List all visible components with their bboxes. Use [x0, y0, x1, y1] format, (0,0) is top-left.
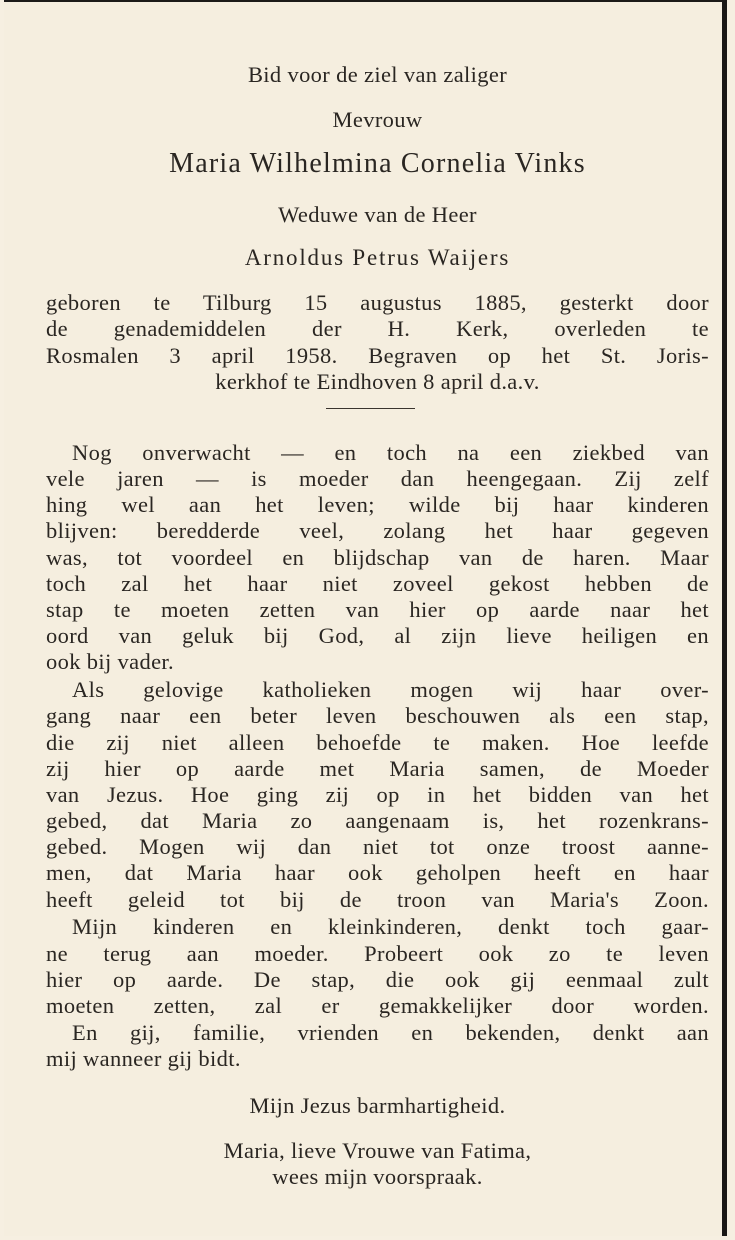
text-line: Nog onverwacht — en toch na een ziekbed van [72, 440, 709, 465]
text-line: van Jezus. Hoe ging zij op in het bidden van het [46, 782, 709, 807]
text-line: men, dat Maria haar ook geholpen heeft en haar [46, 860, 709, 885]
text-line: gebed, dat Maria zo aangenaam is, het rozenkrans- [46, 808, 709, 833]
text-line: stap te moeten zetten van hier op aarde naar het [46, 597, 709, 622]
bio-line: Rosmalen 3 april 1958. Begraven op het St. Joris- [46, 343, 709, 368]
deceased-name: Maria Wilhelmina Cornelia Vinks [169, 148, 586, 179]
text-line: moeten zetten, zal er gemakkelijker door worden. [46, 993, 709, 1018]
text-line: Als gelovige katholieken mogen wij haar over- [72, 677, 709, 702]
bio-line: geboren te Tilburg 15 augustus 1885, gesterkt door [46, 290, 709, 315]
spouse-name: Arnoldus Petrus Waijers [244, 245, 511, 270]
honorific: Mevrouw [332, 107, 423, 132]
prayer-heading: Bid voor de ziel van zaliger [247, 62, 508, 87]
text-line: oord van geluk bij God, al zijn lieve heiligen en [46, 623, 709, 648]
text-line: zij hier op aarde met Maria samen, de Moeder [46, 756, 709, 781]
bio-line: de genademiddelen der H. Kerk, overleden te [46, 316, 709, 341]
divider [326, 408, 415, 409]
text-line: Mijn kinderen en kleinkinderen, denkt toch gaar- [72, 914, 709, 939]
text-line: hier op aarde. De stap, die ook gij eenmaal zult [46, 967, 709, 992]
closing-prayer: Mijn Jezus barmhartigheid. [249, 1093, 506, 1118]
text-line: ne terug aan moeder. Probeert ook zo te leven [46, 941, 709, 966]
text-line: blijven: beredderde veel, zolang het haar gegeven [46, 518, 709, 543]
text-line: was, tot voordeel en blijdschap van de haren. Maar [46, 545, 709, 570]
closing-prayer: wees mijn voorspraak. [272, 1164, 483, 1189]
text-line: gebed. Mogen wij dan niet tot onze troost aanne- [46, 834, 709, 859]
bio-line: kerkhof te Eindhoven 8 april d.a.v. [215, 369, 540, 394]
text-line: mij wanneer gij bidt. [46, 1046, 241, 1071]
text-line: gang naar een beter leven beschouwen als een stap, [46, 703, 709, 728]
text-line: ook bij vader. [46, 649, 175, 674]
text-line: die zij niet alleen behoefde te maken. Hoe leefde [46, 730, 709, 755]
text-line: toch zal het haar niet zoveel gekost hebben de [46, 571, 709, 596]
text-line: heeft geleid tot bij de troon van Maria's Zoon. [46, 887, 709, 912]
text-line: En gij, familie, vrienden en bekenden, denkt aan [72, 1020, 709, 1045]
text-line: vele jaren — is moeder dan heengegaan. Zij zelf [46, 466, 709, 491]
widow-of-label: Weduwe van de Heer [278, 202, 477, 227]
closing-prayer: Maria, lieve Vrouwe van Fatima, [223, 1138, 532, 1163]
text-line: hing wel aan het leven; wilde bij haar kinderen [46, 492, 709, 517]
